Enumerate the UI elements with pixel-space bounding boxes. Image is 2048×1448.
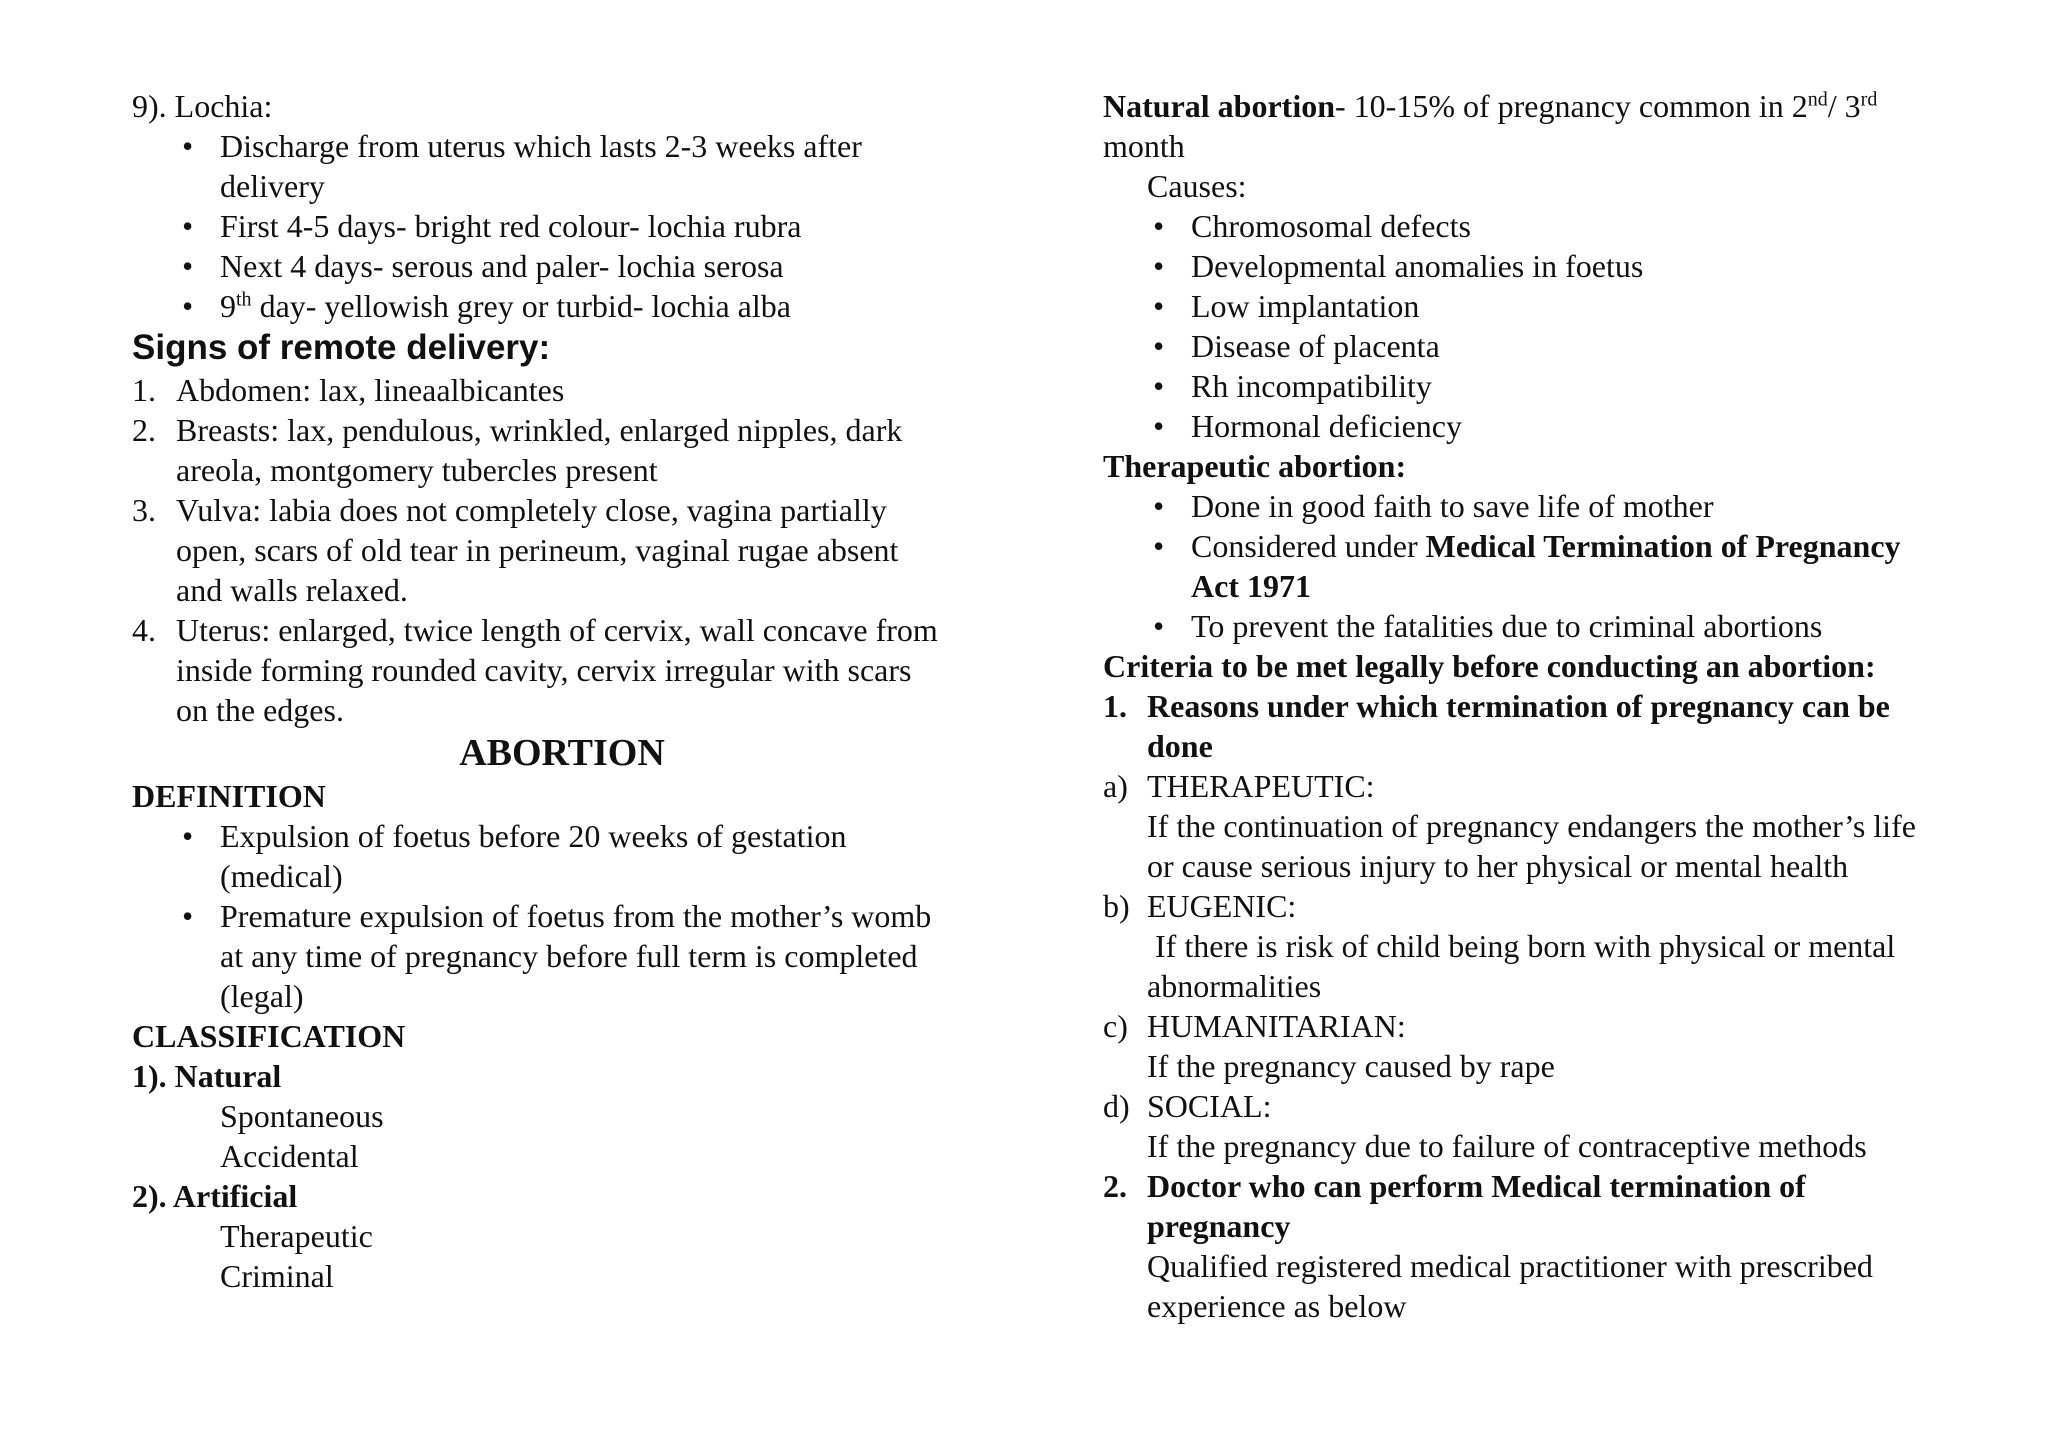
bullet-icon: • <box>1153 288 1165 324</box>
natural-type-item: Accidental <box>220 1138 359 1174</box>
therapeutic-item: • To prevent the fatalities due to criminal abortions <box>1153 608 1823 644</box>
artificial-type-item: Criminal <box>220 1258 334 1294</box>
cause-item: • Hormonal deficiency <box>1153 408 1462 444</box>
item-number: 1. <box>132 372 156 408</box>
bullet-icon: • <box>1153 608 1165 644</box>
natural-abortion-line-2: month <box>1103 128 1185 164</box>
natural-abortion-line: Natural abortion- 10-15% of pregnancy common in 2nd/ 3rd <box>1103 88 1878 124</box>
lochia-item: • First 4-5 days- bright red colour- lochia rubra <box>182 208 802 244</box>
reason-item: d) SOCIAL: If the pregnancy due to failure of contraceptive methods <box>1103 1086 2008 1166</box>
lochia-list <box>132 126 1012 286</box>
bullet-icon: • <box>1153 208 1165 244</box>
bullet-icon: • <box>182 818 194 854</box>
bullet-icon: • <box>1153 368 1165 404</box>
definition-item: • Expulsion of foetus before 20 weeks of gestation (medical) <box>182 818 847 894</box>
artificial-types-list <box>132 1216 1012 1296</box>
reason-item: c) HUMANITARIAN: If the pregnancy caused by rape <box>1103 1006 2008 1086</box>
remote-delivery-item: 2. Breasts: lax, pendulous, wrinkled, enlarged nipples, dark areola, montgomery tubercles present <box>132 412 903 488</box>
abortion-title: ABORTION <box>459 732 665 774</box>
remote-delivery-list <box>132 370 1012 730</box>
cause-item: • Low implantation <box>1153 288 1420 324</box>
reason-title: EUGENIC: <box>1147 888 1297 924</box>
item-number: 2. <box>132 412 156 448</box>
item-letter: b) <box>1103 888 1130 924</box>
item-number: 4. <box>132 612 156 648</box>
therapeutic-item: • Considered under Medical Termination of Pregnancy Act 1971 <box>1153 528 1901 604</box>
right-column <box>1103 86 2008 1326</box>
reason-title: HUMANITARIAN: <box>1147 1008 1406 1044</box>
definition-list <box>132 816 1012 1016</box>
criteria-item-reasons: 1. Reasons under which termination of pregnancy can be done <box>1103 688 1890 764</box>
causes-label: Causes: <box>1147 168 1247 204</box>
reasons-list <box>1103 766 2008 1166</box>
reason-item: a) THERAPEUTIC: If the continuation of pregnancy endangers the mother’s life or cause serious injury to her physical or mental health <box>1103 766 2008 886</box>
reason-title: SOCIAL: <box>1147 1088 1272 1124</box>
classification-natural: 1). Natural <box>132 1058 282 1094</box>
bullet-icon: • <box>182 248 194 284</box>
criteria-item-doctor: 2. Doctor who can perform Medical termination of pregnancy <box>1103 1168 1806 1244</box>
bullet-icon: • <box>1153 488 1165 524</box>
lochia-item-ninth-day: • 9th day- yellowish grey or turbid- lochia alba <box>182 288 791 324</box>
remote-delivery-item: 3. Vulva: labia does not completely close, vagina partially open, scars of old tear in perineum, vaginal rugae absent and walls relaxed. <box>132 492 899 608</box>
reason-title: THERAPEUTIC: <box>1147 768 1375 804</box>
remote-delivery-heading: Signs of remote delivery: <box>132 328 551 367</box>
lochia-item: • Discharge from uterus which lasts 2-3 weeks after delivery <box>182 128 862 204</box>
bullet-icon: • <box>1153 528 1165 564</box>
classification-heading: CLASSIFICATION <box>132 1018 406 1054</box>
bullet-icon: • <box>1153 408 1165 444</box>
item-letter: c) <box>1103 1008 1128 1044</box>
bullet-icon: • <box>182 288 194 324</box>
artificial-type-item: Therapeutic <box>220 1218 373 1254</box>
cause-item: • Disease of placenta <box>1153 328 1440 364</box>
bullet-icon: • <box>182 128 194 164</box>
left-column <box>132 86 1012 1296</box>
definition-item: • Premature expulsion of foetus from the mother’s womb at any time of pregnancy before full term is completed (legal) <box>182 898 932 1014</box>
item-letter: a) <box>1103 768 1128 804</box>
lochia-item: • Next 4 days- serous and paler- lochia serosa <box>182 248 784 284</box>
causes-list <box>1103 206 2008 446</box>
cause-item: • Rh incompatibility <box>1153 368 1432 404</box>
definition-heading: DEFINITION <box>132 778 326 814</box>
cause-item: • Chromosomal defects <box>1153 208 1471 244</box>
bullet-icon: • <box>1153 248 1165 284</box>
cause-item: • Developmental anomalies in foetus <box>1153 248 1644 284</box>
natural-types-list <box>132 1096 1012 1176</box>
bullet-icon: • <box>1153 328 1165 364</box>
natural-type-item: Spontaneous <box>220 1098 384 1134</box>
criteria-heading: Criteria to be met legally before conducting an abortion: <box>1103 648 1876 684</box>
reason-item: b) EUGENIC: If there is risk of child being born with physical or mental abnormalities <box>1103 886 2008 1006</box>
remote-delivery-item: 1. Abdomen: lax, lineaalbicantes <box>132 372 565 408</box>
item-letter: d) <box>1103 1088 1130 1124</box>
bullet-icon: • <box>182 898 194 934</box>
remote-delivery-item: 4. Uterus: enlarged, twice length of cervix, wall concave from inside forming rounded cavity, cervix irregular with scars on the edges. <box>132 612 938 728</box>
bullet-icon: • <box>182 208 194 244</box>
lochia-heading: 9). Lochia: <box>132 88 273 124</box>
therapeutic-heading: Therapeutic abortion: <box>1103 448 1407 484</box>
doctor-text: Qualified registered medical practitioner with prescribed experience as below <box>1147 1248 1873 1324</box>
item-number: 3. <box>132 492 156 528</box>
classification-artificial: 2). Artificial <box>132 1178 298 1214</box>
therapeutic-item: • Done in good faith to save life of mother <box>1153 488 1714 524</box>
